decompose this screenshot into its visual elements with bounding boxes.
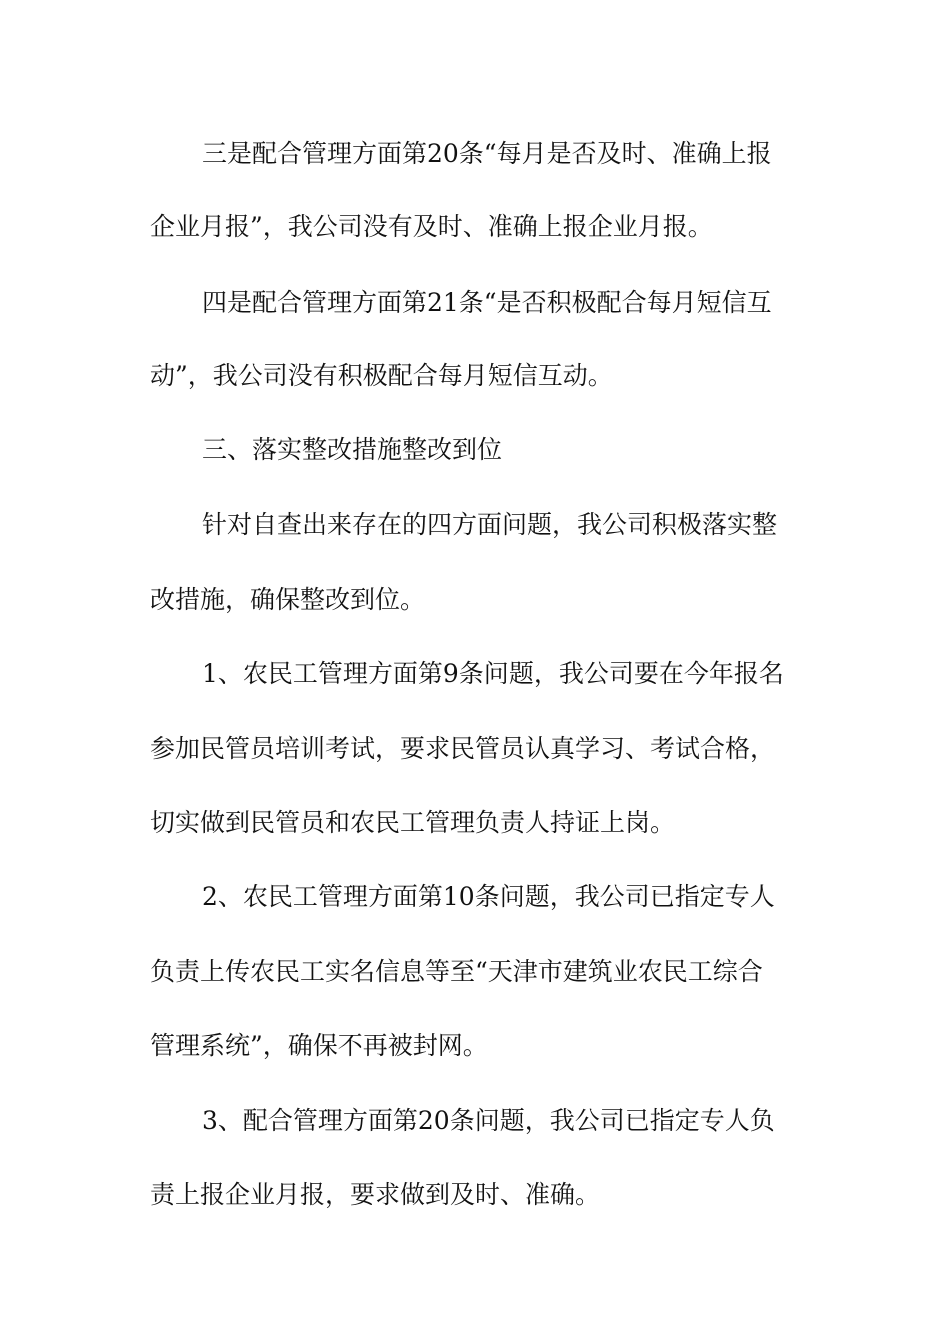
paragraph-line: 2、农民工管理方面第10条问题，我公司已指定专人 xyxy=(202,882,775,911)
paragraph-line: 改措施，确保整改到位。 xyxy=(150,585,426,614)
paragraph-line: 针对自查出来存在的四方面问题，我公司积极落实整 xyxy=(202,510,778,539)
paragraph-line: 切实做到民管员和农民工管理负责人持证上岗。 xyxy=(150,808,676,837)
paragraph-line: 三是配合管理方面第20条“每月是否及时、准确上报 xyxy=(202,139,772,168)
paragraph-line: 负责上传农民工实名信息等至“天津市建筑业农民工综合 xyxy=(150,957,763,986)
paragraph-line: 3、配合管理方面第20条问题，我公司已指定专人负 xyxy=(202,1106,775,1135)
paragraph-line: 管理系统”，确保不再被封网。 xyxy=(150,1031,488,1060)
paragraph-line: 责上报企业月报，要求做到及时、准确。 xyxy=(150,1180,601,1209)
paragraph-line: 1、农民工管理方面第9条问题，我公司要在今年报名 xyxy=(202,659,784,688)
paragraph-line: 参加民管员培训考试，要求民管员认真学习、考试合格， xyxy=(150,734,776,763)
paragraph-line: 四是配合管理方面第21条“是否积极配合每月短信互 xyxy=(202,288,772,317)
paragraph-line: 动”，我公司没有积极配合每月短信互动。 xyxy=(150,361,613,390)
paragraph-line: 企业月报”，我公司没有及时、准确上报企业月报。 xyxy=(150,212,713,241)
section-heading: 三、落实整改措施整改到位 xyxy=(202,435,503,464)
